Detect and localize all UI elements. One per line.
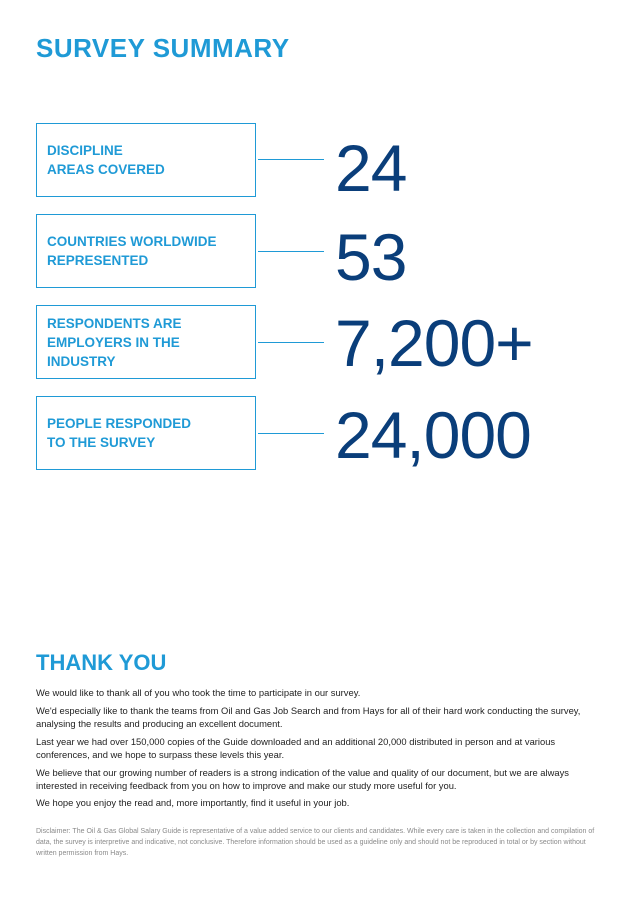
stat-value-people-responded: 24,000 (335, 398, 531, 472)
thank-you-paragraph: Last year we had over 150,000 copies of the Guide downloaded and an additional 20,000 distributed in person and at various conferences, and we hope to surpass these levels this year. (36, 735, 556, 760)
stat-label: RESPONDENTS ARE EMPLOYERS IN THE INDUSTRY (47, 315, 182, 369)
stat-label: PEOPLE RESPONDED TO THE SURVEY (47, 416, 192, 450)
stat-connector-line (258, 251, 324, 252)
stat-value-discipline-areas: 24 (335, 131, 407, 205)
stat-connector-line (258, 433, 324, 434)
stat-label: COUNTRIES WORLDWIDE REPRESENTED (47, 234, 217, 268)
stat-box-employers (36, 305, 256, 379)
thank-you-body (36, 686, 601, 814)
disclaimer-text: Disclaimer: The Oil & Gas Global Salary Guide is representative of a value added service to our clients and candidates. While every care is taken in the collection and compilation of data, the survey is interpretive and indicative, not conclusive. Therefore information should be used as a guideline only and should not be reproduced in total or by section without written permission from Hays. (36, 828, 595, 857)
stat-value-employers: 7,200+ (335, 306, 533, 380)
stat-value-countries: 53 (335, 220, 407, 294)
stat-box-people-responded (36, 396, 256, 470)
thank-you-paragraph: We believe that our growing number of readers is a strong indication of the value and quality of our document, but we are always interested in receiving feedback from you on how to improve and make our study more useful for you. (36, 766, 569, 791)
thank-you-paragraph: We would like to thank all of you who took the time to participate in our survey. (36, 687, 361, 698)
stat-box-countries (36, 214, 256, 288)
thank-you-paragraph: We'd especially like to thank the teams from Oil and Gas Job Search and from Hays for all of their hard work conducting the survey, analysing the results and producing an excellent document. (36, 704, 581, 729)
stat-label: DISCIPLINE AREAS COVERED (47, 143, 165, 177)
stat-connector-line (258, 342, 324, 343)
page-title: SURVEY SUMMARY (36, 33, 290, 63)
stat-connector-line (258, 159, 324, 160)
thank-you-paragraph: We hope you enjoy the read and, more importantly, find it useful in your job. (36, 797, 350, 809)
stat-box-discipline-areas (36, 123, 256, 197)
thank-you-heading: THANK YOU (36, 650, 167, 675)
